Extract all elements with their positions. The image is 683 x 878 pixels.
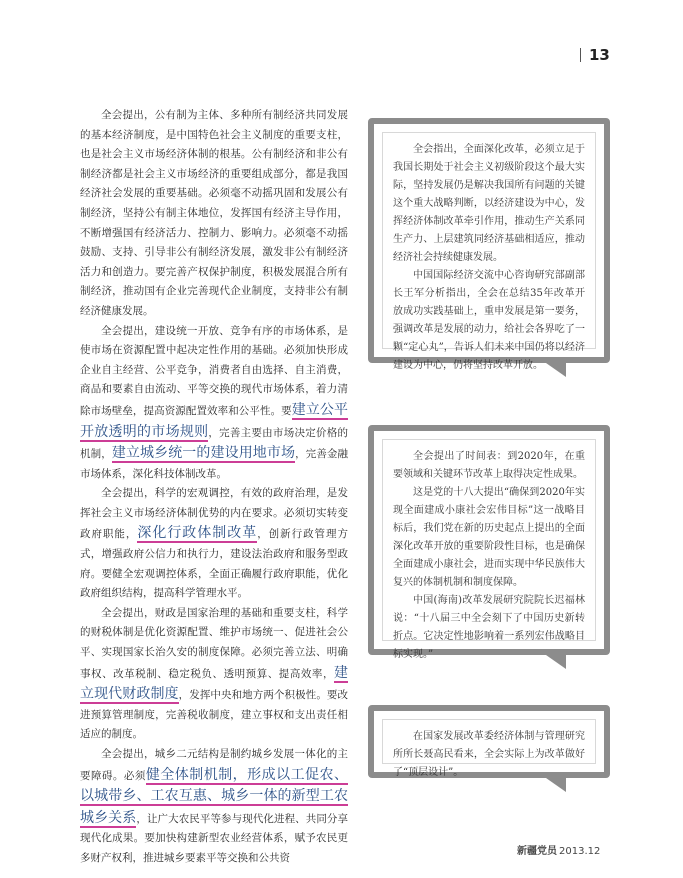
page-number-text: 13 [589,46,610,64]
paragraph-macro-control: 全会提出，科学的宏观调控，有效的政府治理，是发挥社会主义市场经济体制优势的内在要求。必须切实转变政府职能，深化行政体制改革，创新行政管理方式，增强政府公信力和执行力，建设法治政府和服务型政府。要健全宏观调控体系，全面正确履行政府职能，优化政府组织结构，提高科学管理水平。 [80,487,349,600]
sidebar-box-top-design [368,705,610,778]
sidebar-box-timetable [368,425,610,660]
paragraph-market-system: 全会提出，建设统一开放、竞争有序的市场体系，是使市场在资源配置中起决定性作用的基础。必须加快形成企业自主经营、公平竞争，消费者自由选择、自主消费，商品和要素自由流动、平等交换的现代市场体系，着力清除市场壁垒，提高资源配置效率和公平性。要建立公平开放透明的市场规则，完善主要由市场决定价格的机制，建立城乡统一的建设用地市场，完善金融市场体系，深化科技体制改革。 [80,324,349,480]
highlight-urban-rural: 健全体制机制，形成以工促农、以城带乡、工农互惠、城乡一体的新型工农城乡关系 [80,766,349,826]
footer-masthead [517,842,600,857]
page-number-divider [580,48,581,62]
highlight-fiscal-system: 建立现代财政制度 [80,664,348,703]
highlight-admin-reform: 深化行政体制改革 [137,525,258,542]
main-article-column [80,106,348,869]
highlight-land-market: 建立城乡统一的建设用地市场 [111,445,296,462]
sidebar-paragraph: 中国(海南)改革发展研究院院长迟福林说：“十八届三中全会刻下了中国历史新转折点。它决定性地影响着一系列宏伟战略目标实现。” [393,595,585,660]
speech-tail-decoration [546,363,566,377]
paragraph-urban-rural: 全会提出，城乡二元结构是制约城乡发展一体化的主要障碍。必须健全体制机制，形成以工促农、以城带乡、工农互惠、城乡一体的新型工农城乡关系，让广大农民平等参与现代化进程、共同分享现代化成果。要加快构建新型农业经营体系，赋予农民更多财产权利，推进城乡要素平等交换和公共资 [80,748,349,864]
sidebar-paragraph: 全会提出了时间表：到2020年，在重要领域和关键环节改革上取得决定性成果。 [393,451,585,480]
sidebar-paragraph: 这是党的十八大提出“确保到2020年实现全面建成小康社会宏伟目标”这一战略目标后，我们党在新的历史起点上提出的全面深化改革开放的重要阶段性目标，也是确保全面建成小康社会，进而实现中华民族伟大复兴的体制机制和制度保障。 [393,487,585,588]
sidebar-box-reform-basis [368,118,610,371]
highlight-market-rules: 建立公平开放透明的市场规则 [80,401,349,440]
sidebar-box-inner [382,132,596,371]
speech-tail-decoration [546,655,566,669]
speech-tail-decoration [546,778,566,792]
sidebar-paragraph: 全会指出，全面深化改革，必须立足于我国长期处于社会主义初级阶段这个最大实际，坚持发展仍是解决我国所有问题的关键这个重大战略判断，以经济建设为中心，发挥经济体制改革牵引作用，推动生产关系同生产力、上层建筑同经济基础相适应，推动经济社会持续健康发展。 [393,144,585,263]
sidebar-paragraph: 在国家发展改革委经济体制与管理研究所所长聂高民看来，全会实际上为改革做好了“顶层设计”。 [393,731,585,778]
sidebar-box-inner [382,719,596,778]
sidebar-paragraph: 中国国际经济交流中心咨询研究部副部长王军分析指出，全会在总结35年改革开放成功实践基础上，重申发展是第一要务，强调改革是发展的动力，给社会各界吃了一颗“定心丸”，告诉人们未来中国仍将以经济建设为中心，仍将坚持改革开放。 [393,270,585,371]
page-number [580,46,610,64]
magazine-brand: 新疆党员 [517,846,557,857]
paragraph-fiscal: 全会提出，财政是国家治理的基础和重要支柱，科学的财税体制是优化资源配置、维护市场统一、促进社会公平、实现国家长治久安的制度保障。必须完善立法、明确事权、改革税制、稳定税负、透明预算、提高效率，建立现代财政制度，发挥中央和地方两个积极性。要改进预算管理制度，完善税收制度，建立事权和支出责任相适应的制度。 [80,606,349,741]
sidebar-box-inner [382,439,596,660]
paragraph-ownership: 全会提出，公有制为主体、多种所有制经济共同发展的基本经济制度，是中国特色社会主义制度的重要支柱，也是社会主义市场经济体制的根基。公有制经济和非公有制经济都是社会主义市场经济的重要组成部分，都是我国经济社会发展的重要基础。必须毫不动摇巩固和发展公有制经济，坚持公有制主体地位，发挥国有经济主导作用，不断增强国有经济活力、控制力、影响力。必须毫不动摇鼓励、支持、引导非公有制经济发展，激发非公有制经济活力和创造力。要完善产权保护制度，积极发展混合所有制经济，推动国有企业完善现代企业制度，支持非公有制经济健康发展。 [80,109,348,317]
issue-date: 2013.12 [559,846,601,857]
